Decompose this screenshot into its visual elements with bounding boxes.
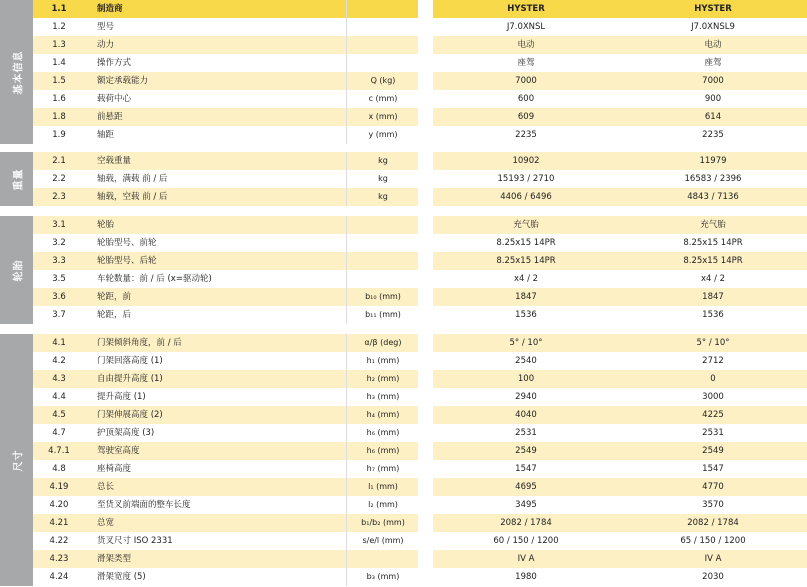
row-number: 4.4	[52, 392, 66, 402]
row-value-cell	[433, 306, 807, 324]
value-model-2: 65 / 150 / 1200	[680, 536, 746, 546]
row-value-cell	[433, 18, 807, 36]
row-unit: h₄ (mm)	[346, 406, 419, 424]
value-model-1: 1536	[515, 310, 537, 320]
value-model-1: 10902	[512, 156, 540, 166]
value-model-1: 4040	[515, 410, 537, 420]
section-label: 重量	[13, 168, 24, 190]
value-model-2: 电动	[704, 40, 722, 50]
value-model-1: 2549	[515, 446, 537, 456]
row-number: 1.4	[52, 58, 66, 68]
row-unit: h₆ (mm)	[346, 442, 419, 460]
row-description: 轮胎型号、后轮	[97, 256, 157, 266]
spec-row	[33, 424, 807, 442]
row-number: 4.22	[49, 536, 69, 546]
value-model-2: 2712	[702, 356, 724, 366]
value-model-2: 2235	[702, 130, 724, 140]
row-description: 总长	[97, 482, 115, 492]
value-model-1: IV A	[517, 554, 535, 564]
row-left-cell	[33, 72, 418, 90]
row-unit: h₂ (mm)	[346, 370, 419, 388]
section-label-bar	[0, 0, 33, 144]
value-model-2: 1847	[702, 292, 724, 302]
spec-row	[33, 54, 807, 72]
row-number: 3.1	[52, 220, 66, 230]
row-unit: h₃ (mm)	[346, 388, 419, 406]
section-label-bar	[0, 334, 33, 586]
row-unit	[346, 36, 419, 54]
spec-row	[33, 478, 807, 496]
row-description: 车轮数量：前 / 后 (x=驱动轮)	[97, 274, 212, 284]
row-number: 1.8	[52, 112, 66, 122]
row-unit	[346, 18, 419, 36]
value-model-1: 8.25x15 14PR	[496, 238, 556, 248]
row-unit: h₆ (mm)	[346, 424, 419, 442]
value-model-1: 座驾	[517, 58, 535, 68]
row-unit: h₁ (mm)	[346, 352, 419, 370]
row-number: 4.21	[49, 518, 69, 528]
row-value-cell	[433, 288, 807, 306]
row-unit: c (mm)	[346, 90, 419, 108]
row-description: 门架倾斜角度，前 / 后	[97, 338, 182, 348]
row-unit: kg	[346, 188, 419, 206]
row-number: 2.1	[52, 156, 66, 166]
section-label: 尺寸	[13, 449, 24, 471]
row-number: 4.1	[52, 338, 66, 348]
row-number: 2.2	[52, 174, 66, 184]
value-model-2: HYSTER	[694, 4, 732, 14]
value-model-2: 7000	[702, 76, 724, 86]
spec-row	[33, 36, 807, 54]
spec-row	[33, 252, 807, 270]
row-unit: l₂ (mm)	[346, 496, 419, 514]
row-number: 1.1	[51, 4, 67, 14]
value-model-2: 1536	[702, 310, 724, 320]
value-model-2: 充气胎	[700, 220, 726, 230]
row-number: 2.3	[52, 192, 66, 202]
row-left-cell	[33, 0, 418, 18]
row-value-cell	[433, 234, 807, 252]
row-description: 货叉尺寸 ISO 2331	[97, 536, 173, 546]
value-model-1: 充气胎	[513, 220, 539, 230]
row-left-cell	[33, 152, 418, 170]
row-description: 轴距	[97, 130, 115, 140]
row-unit: x (mm)	[346, 108, 419, 126]
row-left-cell	[33, 306, 418, 324]
row-description: 额定承载能力	[97, 76, 149, 86]
row-unit	[346, 234, 419, 252]
row-description: 制造商	[97, 4, 123, 14]
value-model-2: 5° / 10°	[696, 338, 730, 348]
row-number: 4.19	[49, 482, 69, 492]
row-description: 至货叉前端面的整车长度	[97, 500, 191, 510]
spec-row	[33, 108, 807, 126]
row-description: 轴载，满载 前 / 后	[97, 174, 168, 184]
row-left-cell	[33, 550, 418, 568]
row-number: 3.5	[52, 274, 66, 284]
row-unit	[346, 270, 419, 288]
row-value-cell	[433, 188, 807, 206]
value-model-2: J7.0XNSL9	[691, 22, 735, 32]
value-model-1: 609	[517, 112, 535, 122]
row-number: 4.20	[49, 500, 69, 510]
spec-row	[33, 532, 807, 550]
row-left-cell	[33, 36, 418, 54]
row-unit: kg	[346, 152, 419, 170]
row-value-cell	[433, 550, 807, 568]
value-model-2: 8.25x15 14PR	[683, 256, 743, 266]
value-model-1: x4 / 2	[513, 274, 539, 284]
value-model-2: 11979	[699, 156, 727, 166]
row-value-cell	[433, 36, 807, 54]
row-left-cell	[33, 108, 418, 126]
value-model-1: 5° / 10°	[509, 338, 543, 348]
value-model-2: 座驾	[704, 58, 722, 68]
row-left-cell	[33, 388, 418, 406]
section-label: 轮胎	[13, 259, 24, 281]
row-description: 座椅高度	[97, 464, 132, 474]
value-model-1: 1847	[515, 292, 537, 302]
value-model-2: 900	[704, 94, 722, 104]
row-left-cell	[33, 188, 418, 206]
row-description: 轮胎	[97, 220, 115, 230]
value-model-1: 2082 / 1784	[500, 518, 552, 528]
row-value-cell	[433, 170, 807, 188]
row-left-cell	[33, 126, 418, 144]
spec-row	[33, 370, 807, 388]
row-unit: b₁₁ (mm)	[346, 306, 419, 324]
row-description: 轴载，空载 前 / 后	[97, 192, 168, 202]
value-model-2: 3570	[702, 500, 724, 510]
spec-row	[33, 152, 807, 170]
row-left-cell	[33, 352, 418, 370]
row-value-cell	[433, 460, 807, 478]
row-value-cell	[433, 406, 807, 424]
row-left-cell	[33, 288, 418, 306]
row-number: 3.7	[52, 310, 66, 320]
row-description: 门架回落高度 (1)	[97, 356, 163, 366]
row-number: 3.2	[52, 238, 66, 248]
row-unit	[346, 216, 419, 234]
row-left-cell	[33, 54, 418, 72]
row-unit: b₃ (mm)	[346, 568, 419, 586]
row-unit: h₇ (mm)	[346, 460, 419, 478]
spec-row	[33, 18, 807, 36]
row-value-cell	[433, 0, 807, 18]
value-model-2: 1547	[702, 464, 724, 474]
row-left-cell	[33, 496, 418, 514]
value-model-2: 16583 / 2396	[684, 174, 742, 184]
row-number: 1.9	[52, 130, 66, 140]
row-number: 3.6	[52, 292, 66, 302]
value-model-1: 60 / 150 / 1200	[493, 536, 559, 546]
row-unit: s/e/l (mm)	[346, 532, 419, 550]
row-value-cell	[433, 568, 807, 586]
spec-row	[33, 90, 807, 108]
row-description: 动力	[97, 40, 115, 50]
row-description: 护顶架高度 (3)	[97, 428, 155, 438]
row-unit	[346, 550, 419, 568]
value-model-2: 3000	[702, 392, 724, 402]
row-unit	[346, 252, 419, 270]
row-value-cell	[433, 54, 807, 72]
value-model-1: 100	[517, 374, 535, 384]
row-unit: kg	[346, 170, 419, 188]
row-value-cell	[433, 442, 807, 460]
row-left-cell	[33, 370, 418, 388]
row-number: 1.6	[52, 94, 66, 104]
spec-row	[33, 126, 807, 144]
spec-row	[33, 234, 807, 252]
value-model-1: 15193 / 2710	[497, 174, 555, 184]
spec-row	[33, 514, 807, 532]
value-model-1: 1547	[515, 464, 537, 474]
row-left-cell	[33, 270, 418, 288]
spec-row	[33, 352, 807, 370]
row-value-cell	[433, 126, 807, 144]
row-left-cell	[33, 334, 418, 352]
spec-row	[33, 288, 807, 306]
spec-row	[33, 442, 807, 460]
row-unit: l₁ (mm)	[346, 478, 419, 496]
row-unit: b₁₀ (mm)	[346, 288, 419, 306]
section-label-bar	[0, 216, 33, 324]
row-unit: α/β (deg)	[346, 334, 419, 352]
row-number: 4.24	[49, 572, 69, 582]
row-left-cell	[33, 424, 418, 442]
row-description: 驾驶室高度	[97, 446, 140, 456]
row-value-cell	[433, 496, 807, 514]
section-label: 基本信息	[13, 50, 24, 94]
spec-row	[33, 170, 807, 188]
row-left-cell	[33, 514, 418, 532]
spec-row	[33, 550, 807, 568]
spec-row	[33, 460, 807, 478]
row-value-cell	[433, 252, 807, 270]
spec-row	[33, 270, 807, 288]
row-value-cell	[433, 108, 807, 126]
row-unit: b₁/b₂ (mm)	[346, 514, 419, 532]
row-left-cell	[33, 442, 418, 460]
row-value-cell	[433, 388, 807, 406]
value-model-1: 1980	[515, 572, 537, 582]
value-model-2: 0	[710, 374, 716, 384]
row-description: 轮距，前	[97, 292, 132, 302]
row-value-cell	[433, 370, 807, 388]
value-model-2: 4770	[702, 482, 724, 492]
value-model-2: 614	[704, 112, 722, 122]
spec-row	[33, 306, 807, 324]
row-left-cell	[33, 568, 418, 586]
row-unit	[346, 0, 419, 18]
row-left-cell	[33, 216, 418, 234]
value-model-2: 2082 / 1784	[687, 518, 739, 528]
value-model-2: x4 / 2	[700, 274, 726, 284]
value-model-1: 2940	[515, 392, 537, 402]
row-description: 操作方式	[97, 58, 132, 68]
row-description: 滑架宽度 (5)	[97, 572, 146, 582]
spec-row	[33, 72, 807, 90]
row-number: 1.5	[52, 76, 66, 86]
value-model-1: 4695	[515, 482, 537, 492]
spec-row	[33, 388, 807, 406]
row-number: 4.2	[52, 356, 66, 366]
row-description: 载荷中心	[97, 94, 132, 104]
value-model-1: 电动	[517, 40, 535, 50]
value-model-2: IV A	[704, 554, 722, 564]
spec-row	[33, 568, 807, 586]
spec-row	[33, 188, 807, 206]
row-value-cell	[433, 352, 807, 370]
row-value-cell	[433, 216, 807, 234]
value-model-2: 4843 / 7136	[687, 192, 739, 202]
value-model-1: 4406 / 6496	[500, 192, 552, 202]
value-model-1: J7.0XNSL	[506, 22, 546, 32]
row-left-cell	[33, 90, 418, 108]
spec-row	[33, 496, 807, 514]
row-number: 4.5	[52, 410, 66, 420]
value-model-2: 4225	[702, 410, 724, 420]
row-left-cell	[33, 234, 418, 252]
row-description: 型号	[97, 22, 115, 32]
row-description: 空载重量	[97, 156, 132, 166]
value-model-1: 8.25x15 14PR	[496, 256, 556, 266]
row-description: 门架伸展高度 (2)	[97, 410, 163, 420]
row-description: 总宽	[97, 518, 115, 528]
value-model-1: 2531	[515, 428, 537, 438]
value-model-1: 7000	[515, 76, 537, 86]
row-left-cell	[33, 406, 418, 424]
row-left-cell	[33, 252, 418, 270]
row-number: 4.8	[52, 464, 66, 474]
value-model-1: HYSTER	[507, 4, 545, 14]
row-left-cell	[33, 18, 418, 36]
row-value-cell	[433, 478, 807, 496]
row-unit: Q (kg)	[346, 72, 419, 90]
row-description: 轮距，后	[97, 310, 132, 320]
row-number: 1.3	[52, 40, 66, 50]
row-number: 4.7	[52, 428, 66, 438]
row-number: 4.23	[49, 554, 69, 564]
row-value-cell	[433, 514, 807, 532]
row-left-cell	[33, 532, 418, 550]
row-value-cell	[433, 152, 807, 170]
value-model-2: 2030	[702, 572, 724, 582]
row-left-cell	[33, 478, 418, 496]
row-value-cell	[433, 424, 807, 442]
row-description: 前悬距	[97, 112, 123, 122]
value-model-1: 2540	[515, 356, 537, 366]
row-left-cell	[33, 170, 418, 188]
row-value-cell	[433, 72, 807, 90]
row-value-cell	[433, 90, 807, 108]
row-value-cell	[433, 334, 807, 352]
row-description: 自由提升高度 (1)	[97, 374, 163, 384]
row-value-cell	[433, 532, 807, 550]
value-model-2: 8.25x15 14PR	[683, 238, 743, 248]
value-model-2: 2531	[702, 428, 724, 438]
spec-row	[33, 334, 807, 352]
spec-row	[33, 0, 807, 18]
row-description: 滑架类型	[97, 554, 132, 564]
row-description: 轮胎型号、前轮	[97, 238, 157, 248]
section-label-bar	[0, 152, 33, 206]
value-model-1: 3495	[515, 500, 537, 510]
row-unit: y (mm)	[346, 126, 419, 144]
row-description: 提升高度 (1)	[97, 392, 146, 402]
value-model-2: 2549	[702, 446, 724, 456]
spec-row	[33, 216, 807, 234]
spec-row	[33, 406, 807, 424]
row-value-cell	[433, 270, 807, 288]
row-unit	[346, 54, 419, 72]
row-number: 4.7.1	[48, 446, 70, 456]
value-model-1: 2235	[515, 130, 537, 140]
row-number: 3.3	[52, 256, 66, 266]
value-model-1: 600	[517, 94, 535, 104]
row-left-cell	[33, 460, 418, 478]
row-number: 4.3	[52, 374, 66, 384]
row-number: 1.2	[52, 22, 66, 32]
